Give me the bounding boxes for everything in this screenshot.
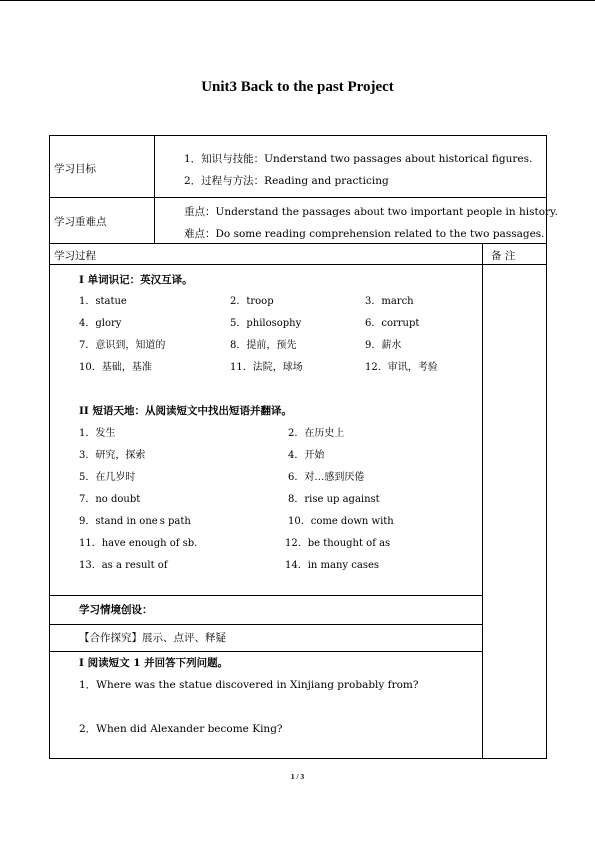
row-divider bbox=[49, 243, 547, 244]
vocab-item: 5．philosophy bbox=[230, 318, 302, 329]
notes-column-divider bbox=[482, 243, 483, 759]
vocab-item: 7．意识到，知道的 bbox=[79, 340, 166, 351]
reading-question: 1．Where was the statue discovered in Xinjiang probably from? bbox=[79, 679, 419, 691]
phrase-item: 9．stand in one s path bbox=[79, 516, 191, 527]
row-divider bbox=[49, 197, 547, 198]
page-title: Unit3 Back to the past Project bbox=[201, 79, 394, 95]
row-divider bbox=[49, 624, 482, 625]
vocab-item: 11．法院，球场 bbox=[230, 362, 303, 373]
vocab-item: 2．troop bbox=[230, 296, 274, 307]
phrase-item: 6．对…感到厌倦 bbox=[288, 472, 365, 483]
row-divider bbox=[49, 651, 482, 652]
notes-label: 备 注 bbox=[491, 250, 516, 262]
row-divider bbox=[49, 595, 482, 596]
vocab-item: 3．march bbox=[365, 296, 414, 307]
reading-question: 2．When did Alexander become King? bbox=[79, 723, 283, 735]
phrase-item: 2．在历史上 bbox=[288, 428, 345, 439]
scenario-label: 学习情境创设： bbox=[79, 604, 153, 616]
phrase-item: 10．come down with bbox=[288, 516, 394, 527]
reading-heading: I 阅读短文 1 并回答下列问题。 bbox=[79, 657, 229, 669]
phrase-item: 7．no doubt bbox=[79, 494, 141, 505]
vocab-item: 1．statue bbox=[79, 296, 127, 307]
objective-method: 2．过程与方法：Reading and practicing bbox=[184, 175, 389, 187]
phrase-item: 11．have enough of sb. bbox=[79, 538, 198, 549]
vocab-item: 8．提前，预先 bbox=[230, 340, 297, 351]
label-column-divider bbox=[154, 135, 155, 243]
phrase-item: 3．研究，探索 bbox=[79, 450, 146, 461]
phrase-item: 8．rise up against bbox=[288, 494, 380, 505]
page-number: 1 / 3 bbox=[290, 772, 305, 781]
phrase-item: 12．be thought of as bbox=[285, 538, 391, 549]
phrase-item: 4．开始 bbox=[288, 450, 325, 461]
row-divider bbox=[49, 264, 547, 265]
vocab-item: 10．基础，基准 bbox=[79, 362, 152, 373]
vocab-item: 4．glory bbox=[79, 318, 122, 329]
phrase-item: 13．as a result of bbox=[79, 560, 168, 571]
vocab-heading: I 单词识记：英汉互译。 bbox=[79, 274, 193, 286]
phrases-heading: II 短语天地：从阅读短文中找出短语并翻译。 bbox=[79, 405, 292, 417]
objective-knowledge: 1．知识与技能：Understand two passages about historical figures. bbox=[184, 153, 533, 165]
vocab-item: 12．审讯，考验 bbox=[365, 362, 438, 373]
phrase-item: 5．在几岁时 bbox=[79, 472, 136, 483]
difficult-point: 难点：Do some reading comprehension related to the two passages. bbox=[184, 228, 545, 240]
vocab-item: 9．薪水 bbox=[365, 340, 402, 351]
key-point: 重点：Understand the passages about two important people in history. bbox=[184, 206, 558, 218]
cooperation-label: 【合作探究】展示、点评、释疑 bbox=[79, 632, 226, 644]
phrase-item: 14．in many cases bbox=[285, 560, 379, 571]
phrase-item: 1．发生 bbox=[79, 428, 116, 439]
key-points-label: 学习重难点 bbox=[54, 216, 107, 228]
top-rule bbox=[0, 0, 595, 1]
vocab-item: 6．corrupt bbox=[365, 318, 420, 329]
objectives-label: 学习目标 bbox=[54, 163, 96, 175]
process-label: 学习过程 bbox=[54, 250, 96, 262]
